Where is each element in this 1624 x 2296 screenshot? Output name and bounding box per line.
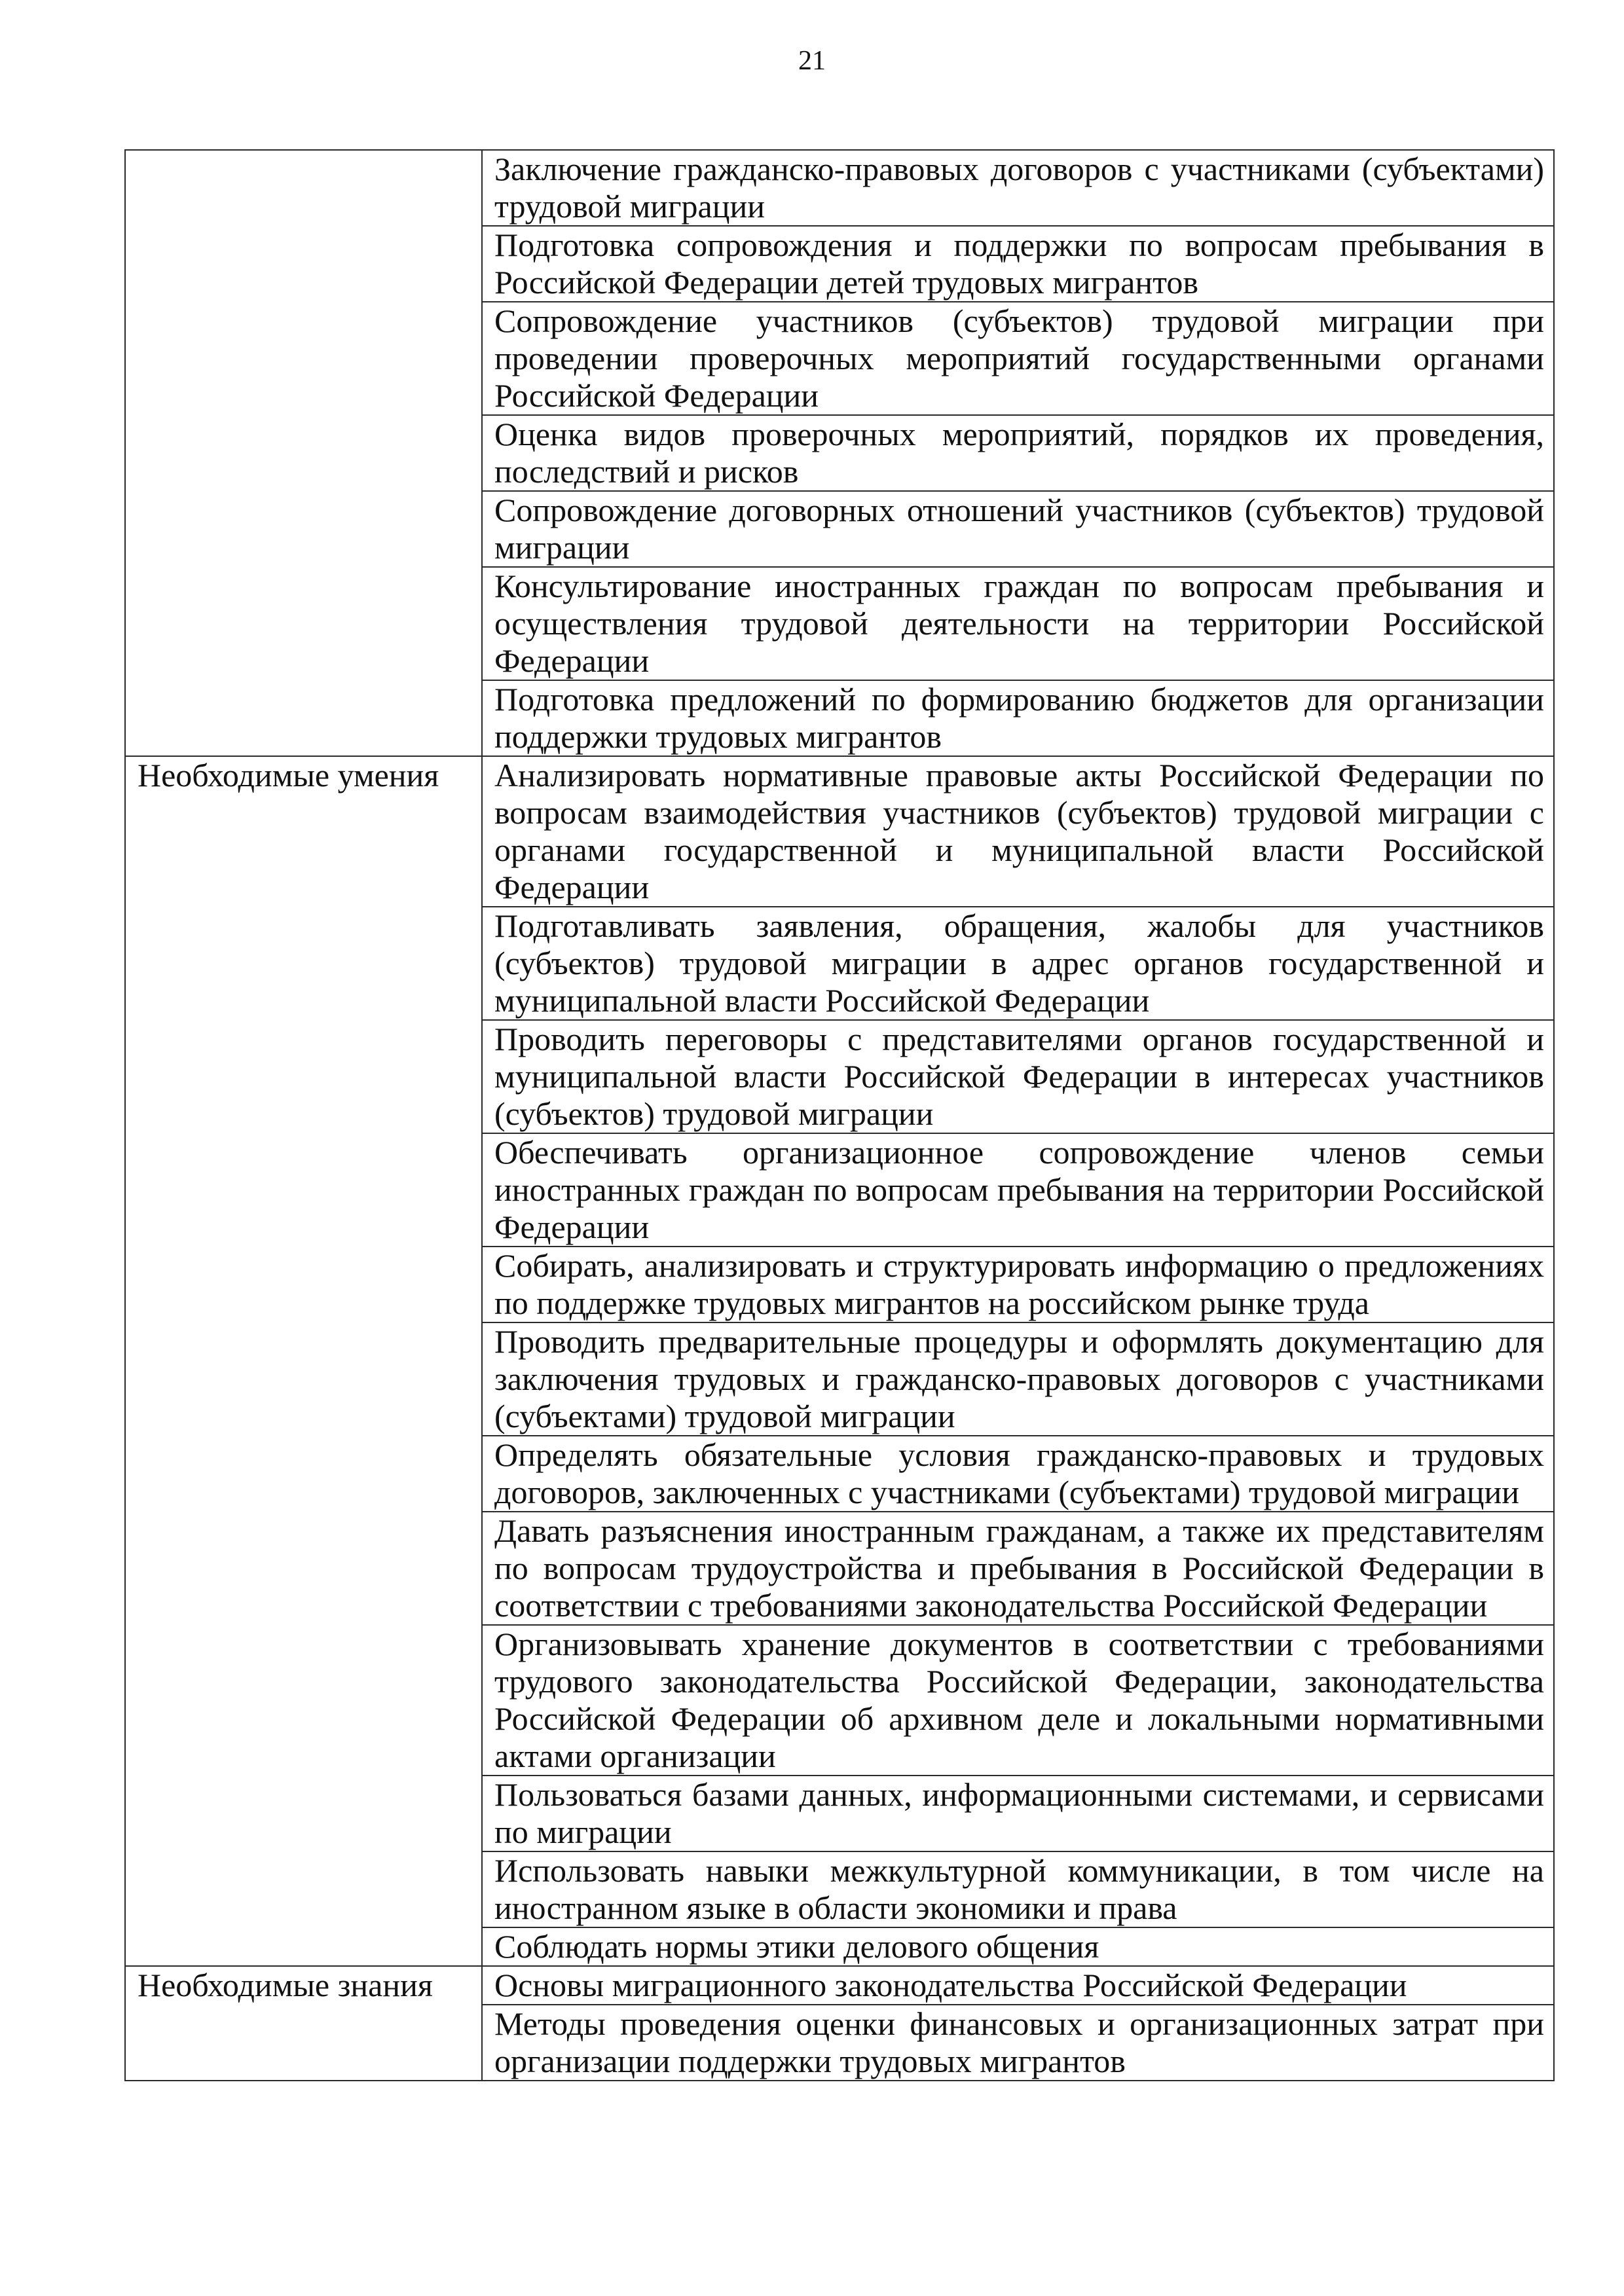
- table-cell: Определять обязательные условия гражданско-правовых и трудовых договоров, заключенных с участниками (субъектами) трудовой миграции: [482, 1436, 1554, 1512]
- table-cell: Заключение гражданско-правовых договоров с участниками (субъектами) трудовой миграции: [482, 150, 1554, 226]
- table-cell: Проводить предварительные процедуры и оформлять документацию для заключения трудовых и гражданско-правовых договоров с участниками (субъектами) трудовой миграции: [482, 1322, 1554, 1436]
- table-cell: Сопровождение договорных отношений участников (субъектов) трудовой миграции: [482, 491, 1554, 567]
- table-cell: Организовывать хранение документов в соответствии с требованиями трудового законодательства Российской Федерации, законодательства Российской Федерации об архивном деле и локальными нормативными актами организации: [482, 1625, 1554, 1776]
- table-cell: Обеспечивать организационное сопровождение членов семьи иностранных граждан по вопросам пребывания на территории Российской Федерации: [482, 1133, 1554, 1247]
- table-cell: Давать разъяснения иностранным гражданам, а также их представителям по вопросам трудоустройства и пребывания в Российской Федерации в соответствии с требованиями законодательства Российской Федерации: [482, 1512, 1554, 1625]
- row-label-skills: Необходимые умения: [125, 756, 482, 1966]
- table-cell: Сопровождение участников (субъектов) трудовой миграции при проведении проверочных мероприятий государственными органами Российской Федерации: [482, 302, 1554, 415]
- table-cell: Использовать навыки межкультурной коммуникации, в том числе на иностранном языке в области экономики и права: [482, 1851, 1554, 1927]
- table-cell: Основы миграционного законодательства Российской Федерации: [482, 1966, 1554, 2005]
- table-row: [125, 756, 1554, 907]
- table-cell: Подготавливать заявления, обращения, жалобы для участников (субъектов) трудовой миграции в адрес органов государственной и муниципальной власти Российской Федерации: [482, 907, 1554, 1020]
- table-row: [125, 150, 1554, 226]
- row-label-knowledge: Необходимые знания: [125, 1966, 482, 2081]
- table-cell: Консультирование иностранных граждан по вопросам пребывания и осуществления трудовой деятельности на территории Российской Федерации: [482, 567, 1554, 680]
- requirements-table-body: [125, 150, 1554, 2081]
- table-cell: Проводить переговоры с представителями органов государственной и муниципальной власти Российской Федерации в интересах участников (субъектов) трудовой миграции: [482, 1020, 1554, 1133]
- table-cell: Пользоваться базами данных, информационными системами, и сервисами по миграции: [482, 1776, 1554, 1851]
- table-cell: Методы проведения оценки финансовых и организационных затрат при организации поддержки трудовых мигрантов: [482, 2005, 1554, 2081]
- row-label-cell: [125, 150, 482, 756]
- table-cell: Анализировать нормативные правовые акты Российской Федерации по вопросам взаимодействия участников (субъектов) трудовой миграции с органами государственной и муниципальной власти Российской Федерации: [482, 756, 1554, 907]
- requirements-table: [124, 149, 1555, 2081]
- table-cell: Оценка видов проверочных мероприятий, порядков их проведения, последствий и рисков: [482, 415, 1554, 491]
- table-cell: Подготовка сопровождения и поддержки по вопросам пребывания в Российской Федерации детей трудовых мигрантов: [482, 226, 1554, 302]
- table-row: [125, 1966, 1554, 2005]
- table-cell: Подготовка предложений по формированию бюджетов для организации поддержки трудовых мигрантов: [482, 680, 1554, 756]
- table-cell: Собирать, анализировать и структурировать информацию о предложениях по поддержке трудовых мигрантов на российском рынке труда: [482, 1247, 1554, 1322]
- page-number: 21: [798, 46, 826, 76]
- table-cell: Соблюдать нормы этики делового общения: [482, 1927, 1554, 1966]
